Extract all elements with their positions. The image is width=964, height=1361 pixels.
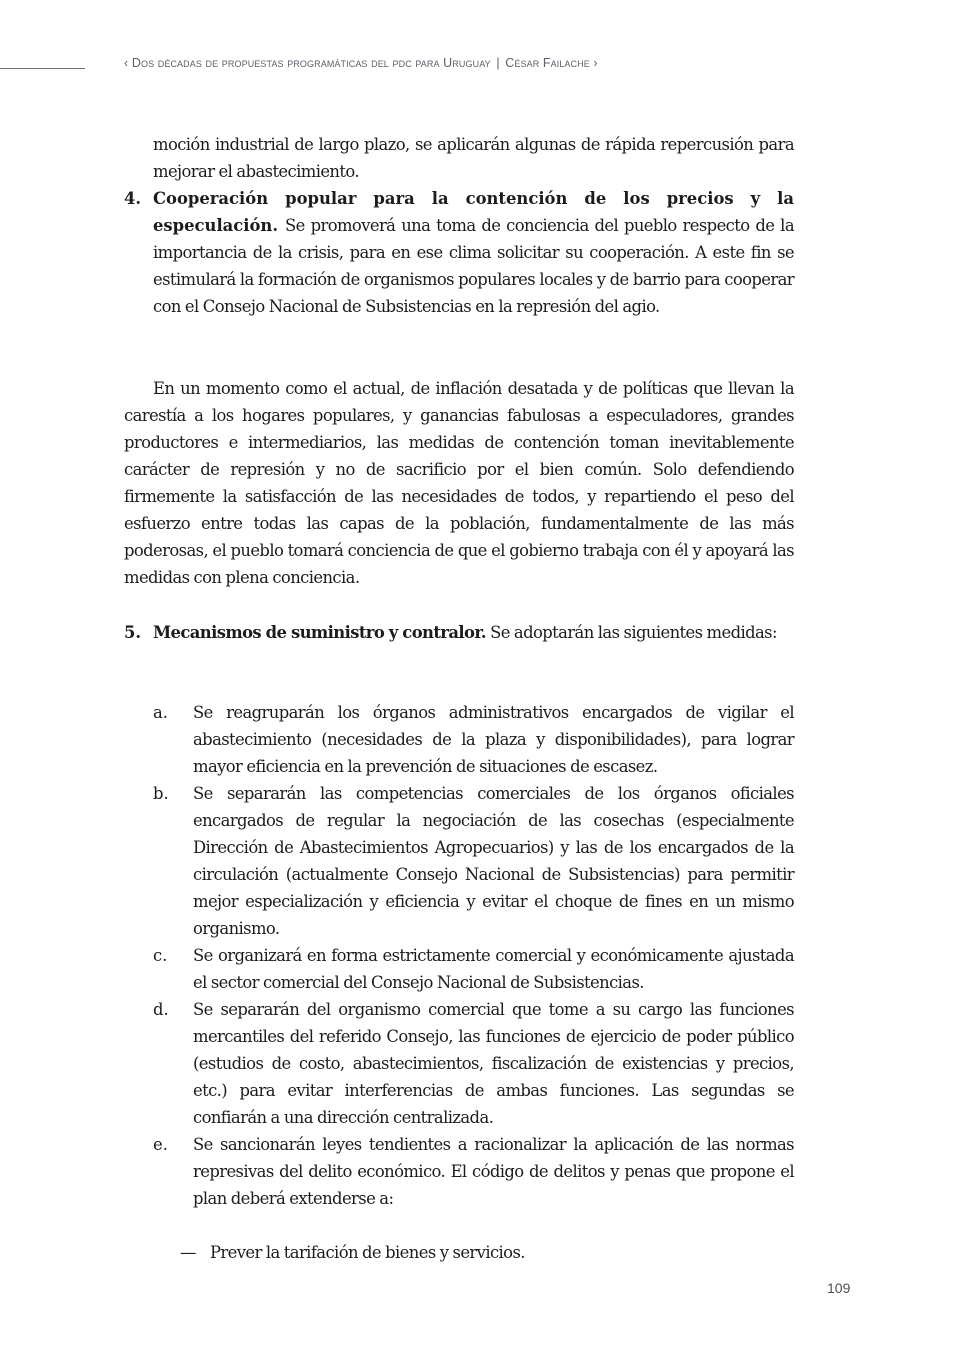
sub-item-a [153, 699, 794, 780]
sub-item-d [153, 996, 794, 1131]
sub-item-label: c. [153, 946, 168, 965]
list-item-5 [124, 619, 794, 646]
em-dash: — [180, 1243, 197, 1262]
item-text: Se promoverá una toma de conciencia del pueblo respecto de la importancia de la crisis, para en ese clima solicitar su cooperación. A este fin se estimulará la formación de organismos populares locales y de barrio para cooperar con el Consejo Nacional de Subsistencias en la represión del agio. [153, 216, 794, 316]
running-header [124, 56, 598, 70]
list-item-4 [124, 185, 794, 320]
sub-item-text: Se sancionarán leyes tendientes a racionalizar la aplicación de las normas represivas del delito económico. El código de delitos y penas que propone el plan deberá extenderse a: [193, 1135, 794, 1208]
sub-item-c [153, 942, 794, 996]
body-paragraph: En un momento como el actual, de inflación desatada y de políticas que llevan la carestía a los hogares populares, y ganancias fabulosas a especuladores, grandes productores e intermediarios, las medidas de contención toman inevitablemente carácter de represión y no de sacrificio por el bien común. Solo defendiendo firmemente la satisfacción de las necesidades de todos, y repartiendo el peso del esfuerzo entre todas las capas de la población, fundamentalmente de las más poderosas, el pueblo tomará conciencia de que el gobierno trabaja con él y apoyará las medidas con plena conciencia. [124, 379, 794, 587]
sub-item-label: b. [153, 784, 169, 803]
header-rule [0, 68, 85, 69]
item-title: Cooperación popular para la contención de los precios y la especulación. [153, 189, 794, 235]
page-number: 109 [827, 1280, 851, 1296]
sub-item-b [153, 780, 794, 942]
sub-item-label: e. [153, 1135, 168, 1154]
item-number: 5. [124, 623, 142, 642]
sub-item-label: d. [153, 1000, 169, 1019]
right-chevron-icon: › [593, 56, 598, 70]
sub-item-text: Se separarán del organismo comercial que tome a su cargo las funciones mercantiles del referido Consejo, las funciones de ejercicio de poder público (estudios de costo, abastecimientos, fiscalización de existencias y precios, etc.) para evitar interferencias de ambas funciones. Las segundas se confiarán a una dirección centralizada. [193, 1000, 794, 1127]
author-name: César Failache [505, 56, 590, 70]
item-text: Se adoptarán las siguientes medidas: [490, 623, 777, 642]
left-chevron-icon: ‹ [124, 56, 129, 70]
sub-item-label: a. [153, 703, 168, 722]
sub-item-text: Se organizará en forma estrictamente comercial y económicamente ajustada el sector comercial del Consejo Nacional de Subsistencias. [193, 946, 794, 992]
continuation-text: moción industrial de largo plazo, se aplicarán algunas de rápida repercusión para mejorar el abastecimiento. [153, 135, 794, 181]
sub-item-text: Se reagruparán los órganos administrativos encargados de vigilar el abastecimiento (necesidades de la plaza y disponibilidades), para lograr mayor eficiencia en la prevención de situaciones de escasez. [193, 703, 794, 776]
book-title: Dos décadas de propuestas programáticas del pdc para Uruguay [131, 56, 491, 70]
header-separator: | [496, 56, 500, 70]
sub-item-e [153, 1131, 794, 1212]
sub-item-text: Se separarán las competencias comerciales de los órganos oficiales encargados de regular la negociación de las cosechas (especialmente Dirección de Abastecimientos Agropecuarios) y las de los encargados de la circulación (actualmente Consejo Nacional de Subsistencias) para permitir mejor especialización y eficiencia y evitar el choque de fines en un mismo organismo. [193, 784, 794, 938]
item-number: 4. [124, 189, 142, 208]
item-title: Mecanismos de suministro y contralor. [153, 623, 486, 642]
dash-item-text: Prever la tarifación de bienes y servicios. [210, 1243, 525, 1262]
dash-list-item [180, 1239, 525, 1266]
